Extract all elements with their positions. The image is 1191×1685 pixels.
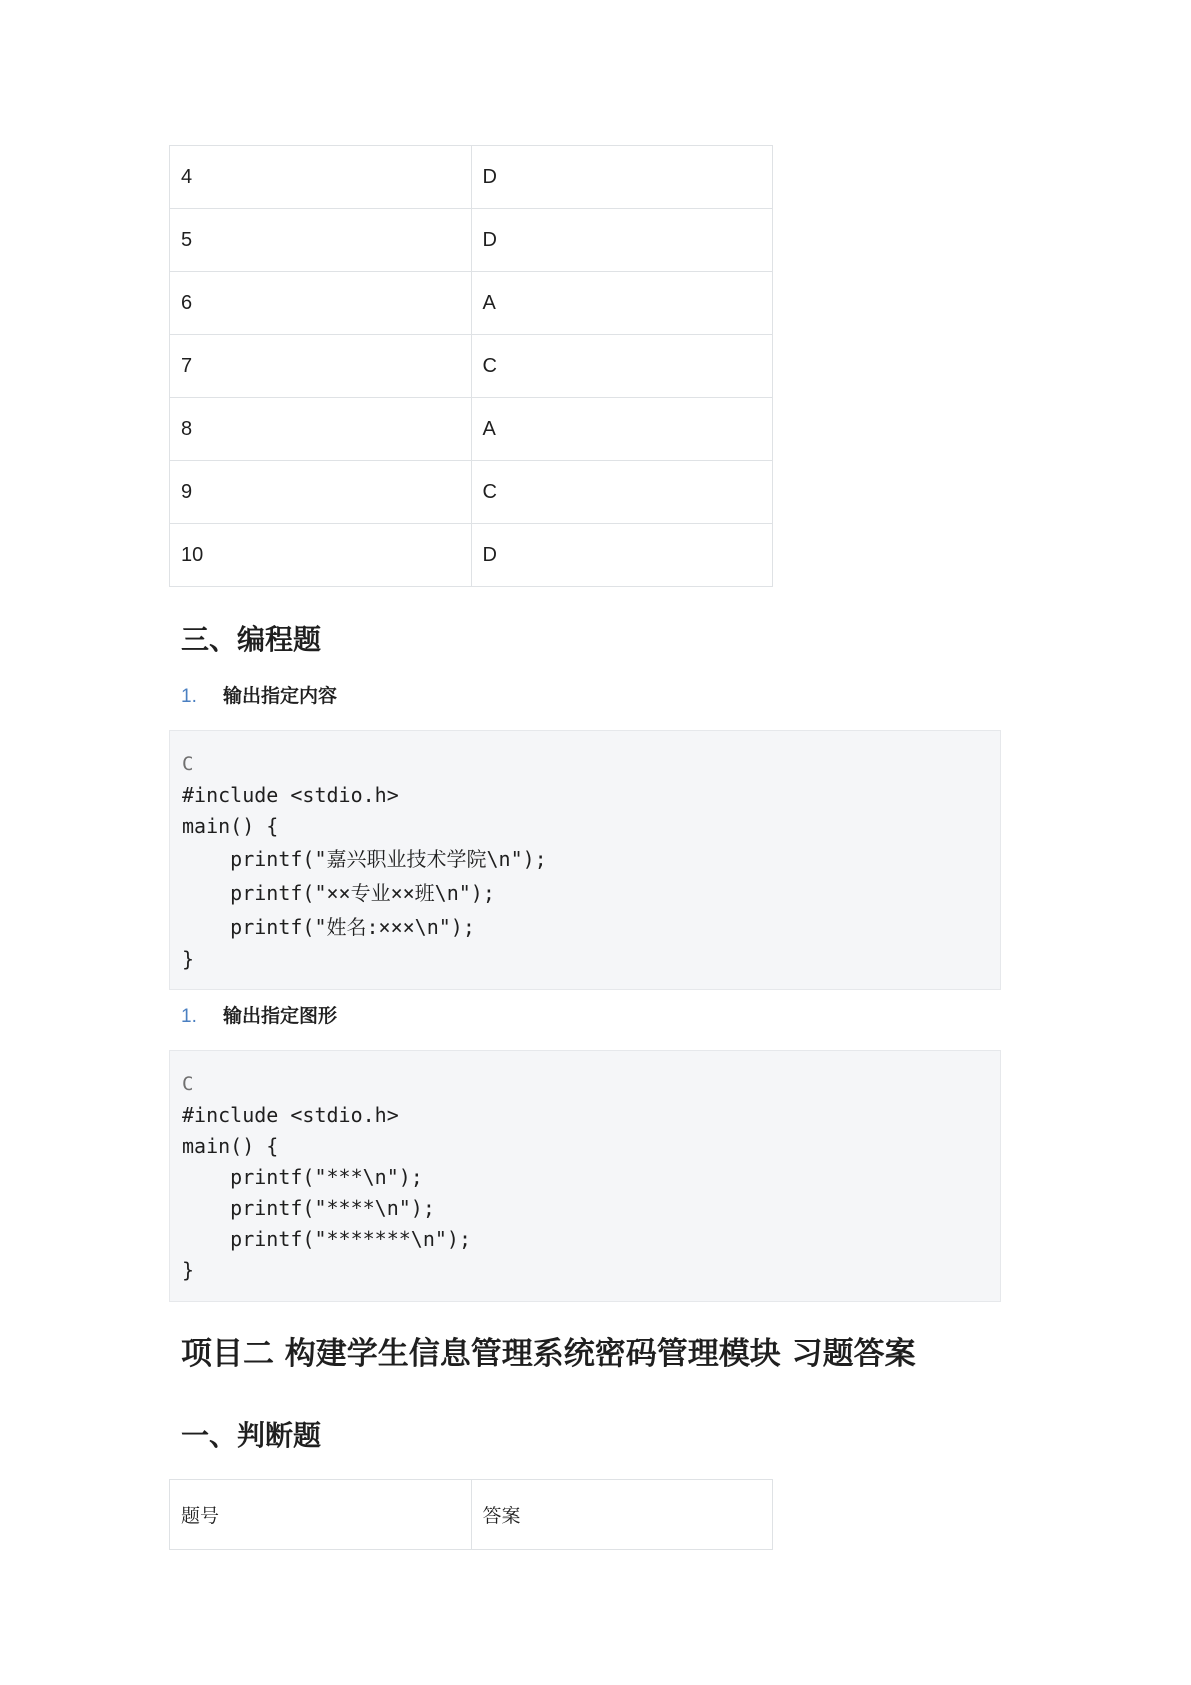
section-heading-true-false: 一、判断题 — [181, 1419, 322, 1452]
list-number: 1. — [181, 1006, 197, 1027]
table-row — [170, 146, 773, 209]
code-language: C — [182, 1073, 194, 1095]
table-row — [170, 335, 773, 398]
list-item — [181, 1002, 337, 1030]
section-heading-programming: 三、编程题 — [181, 623, 322, 656]
column-header-question-number: 题号 — [170, 1480, 472, 1550]
table-row — [170, 461, 773, 524]
code-line: printf("***\n"); — [182, 1165, 423, 1189]
table-row — [170, 524, 773, 587]
code-line: } — [182, 1258, 195, 1282]
code-line: printf("嘉兴职业技术学院\n"); — [182, 847, 547, 871]
question-number: 6 — [170, 272, 472, 335]
code-line: main() { — [182, 814, 279, 838]
code-block — [169, 1050, 1001, 1302]
question-number: 10 — [170, 524, 472, 587]
table-row — [170, 398, 773, 461]
answer: D — [471, 209, 773, 272]
question-number: 9 — [170, 461, 472, 524]
question-number: 5 — [170, 209, 472, 272]
answer: C — [471, 461, 773, 524]
code-line: #include <stdio.h> — [182, 1103, 399, 1127]
table-header-row — [170, 1480, 773, 1550]
project-title: 项目二 构建学生信息管理系统密码管理模块 习题答案 — [181, 1336, 916, 1372]
code-line: printf("姓名:×××\n"); — [182, 915, 475, 939]
list-number: 1. — [181, 686, 197, 707]
code-line: printf("*******\n"); — [182, 1227, 471, 1251]
answer: D — [471, 146, 773, 209]
code-line: } — [182, 947, 195, 971]
answer-table — [169, 145, 773, 587]
answer: C — [471, 335, 773, 398]
column-header-answer: 答案 — [471, 1480, 773, 1550]
table-row — [170, 209, 773, 272]
answer: A — [471, 398, 773, 461]
code-line: printf("××专业××班\n"); — [182, 881, 495, 905]
code-block — [169, 730, 1001, 990]
table-row — [170, 272, 773, 335]
answer: D — [471, 524, 773, 587]
list-item-title: 输出指定图形 — [223, 1005, 338, 1027]
list-item-title: 输出指定内容 — [223, 685, 338, 707]
list-item — [181, 682, 337, 710]
question-number: 4 — [170, 146, 472, 209]
question-number: 8 — [170, 398, 472, 461]
answer: A — [471, 272, 773, 335]
code-line: main() { — [182, 1134, 279, 1158]
answer-table-header — [169, 1479, 773, 1550]
code-language: C — [182, 753, 194, 775]
question-number: 7 — [170, 335, 472, 398]
code-line: printf("****\n"); — [182, 1196, 435, 1220]
code-line: #include <stdio.h> — [182, 783, 399, 807]
